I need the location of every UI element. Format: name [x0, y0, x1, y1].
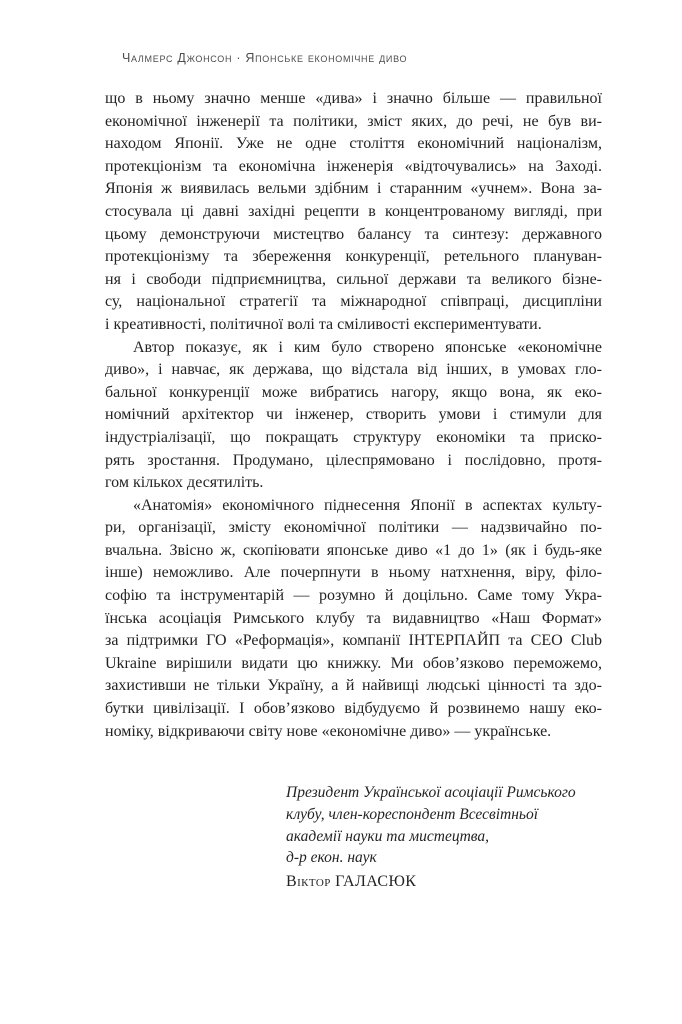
signature-role-line: д-р екон. наук [286, 849, 377, 867]
text-line: рять зростання. Продумано, цілеспрямовано і послідовно, протя- [105, 451, 602, 469]
text-line: вчальна. Звісно ж, скопіювати японське диво «1 до 1» (як і будь-яке [105, 541, 602, 559]
text-line: Автор показує, як і ким було створено японське «економічне [133, 338, 602, 356]
text-line: «Анатомія» економічного піднесення Японії в аспектах культу- [133, 496, 602, 514]
signature-name: Віктор ГАЛАСЮК [286, 873, 417, 891]
text-line: індустріалізації, що покращать структуру економіки та приско- [105, 428, 602, 446]
text-line: економічної інженерії та політики, зміст яких, до речі, не був ви- [105, 112, 602, 130]
text-line: їнська асоціація Римського клубу та видавництво «Наш Формат» [105, 609, 602, 627]
text-line: що в ньому значно менше «дива» і значно більше — правильної [105, 90, 602, 107]
signature-role-line: Президент Української асоціації Римського [286, 784, 576, 801]
text-line: номічний архітектор чи інженер, створить умови і стимули для [105, 406, 602, 424]
text-line: Ukraine вирішили видати цю книжку. Ми обов’язково переможемо, [105, 654, 602, 672]
signature-role-line: академії науки та мистецтва, [286, 827, 490, 845]
text-line: гом кількох десятиліть. [105, 474, 264, 492]
text-line: і креативності, політичної волі та сміливості експериментувати. [105, 315, 542, 333]
text-line: софію та інструментарій — розумно й доцільно. Саме тому Укра- [105, 587, 602, 605]
text-line: бальної конкуренції може вибратись нагору, якщо вона, як еко- [105, 383, 602, 401]
text-line: диво», і навчає, як держава, що відстала від інших, в умовах гло- [105, 361, 602, 379]
text-line: за підтримки ГО «Реформація», компанії ІНТЕРПАЙП та CEO Club [105, 632, 602, 650]
text-line: протекціонізму та збереження конкуренції, ретельного плануван- [105, 248, 602, 266]
text-line: захистивши не тільки Україну, а й найвищі людські цінності та здо- [105, 677, 602, 695]
text-line: стосувала ці давні західні рецепти в концентрованому вигляді, при [105, 202, 602, 220]
text-line: цьому демонструючи мистецтво балансу та синтезу: державного [105, 225, 602, 243]
text-line: протекціонізм та економічна інженерія «відточувались» на Заході. [105, 157, 602, 175]
text-line: ри, організації, змісту економічної політики — надзвичайно по- [105, 519, 602, 537]
text-line: інше) неможливо. Але почерпнути в ньому натхнення, віру, філо- [105, 564, 602, 582]
signature-block [286, 782, 616, 893]
signature-role-line: клубу, член-кореспондент Всесвітньої [286, 805, 539, 823]
text-line: бутки цивілізації. І обов’язково відбудуємо й розвинемо нашу еко- [105, 700, 602, 718]
running-header: Чалмерс Джонсон · Японське економічне диво [122, 51, 408, 65]
text-line: находом Японії. Уже не одне століття економічний націоналізм, [105, 135, 602, 153]
text-line: номіку, відкриваючи світу нове «економічне диво» — українське. [105, 722, 552, 740]
body-text [105, 88, 602, 743]
text-line: су, національної стратегії та міжнародної співпраці, дисципліни [105, 293, 602, 311]
text-line: ня і свободи підприємництва, сильної держави та великого бізне- [105, 270, 602, 288]
signature-role [286, 782, 616, 869]
text-line: Японія ж виявилась вельми здібним і старанним «учнем». Вона за- [105, 180, 602, 198]
